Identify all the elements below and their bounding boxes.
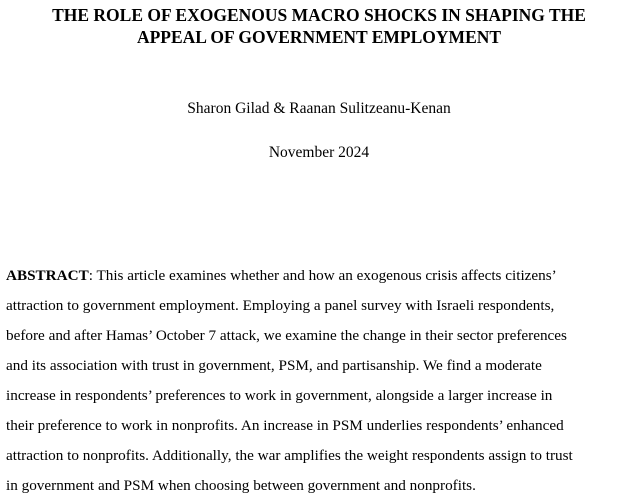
- paper-authors: Sharon Gilad & Raanan Sulitzeanu-Kenan: [187, 100, 451, 117]
- abstract-line-7: attraction to nonprofits. Additionally, the war amplifies the weight respondents assign to trust: [6, 447, 573, 464]
- paper-abstract: [6, 261, 636, 501]
- abstract-label: ABSTRACT: [6, 267, 89, 284]
- paper-title-line-1: THE ROLE OF EXOGENOUS MACRO SHOCKS IN SHAPING THE: [52, 5, 586, 25]
- abstract-line-8: in government and PSM when choosing between government and nonprofits.: [6, 477, 476, 494]
- abstract-line-5: increase in respondents’ preferences to work in government, alongside a larger increase in: [6, 387, 553, 404]
- abstract-line-2: attraction to government employment. Employing a panel survey with Israeli respondents,: [6, 297, 555, 314]
- abstract-line-6: their preference to work in nonprofits. An increase in PSM underlies respondents’ enhanced: [6, 417, 564, 434]
- paper-date: November 2024: [268, 144, 370, 161]
- abstract-line-4: and its association with trust in government, PSM, and partisanship. We find a moderate: [6, 357, 542, 374]
- abstract-line-1-text: : This article examines whether and how an exogenous crisis affects citizens’: [88, 267, 557, 284]
- paper-title-line-2: APPEAL OF GOVERNMENT EMPLOYMENT: [136, 27, 502, 47]
- abstract-line-1: [6, 261, 636, 291]
- abstract-line-3: before and after Hamas’ October 7 attack, we examine the change in their sector preferences: [6, 327, 567, 344]
- paper-title: [0, 4, 638, 48]
